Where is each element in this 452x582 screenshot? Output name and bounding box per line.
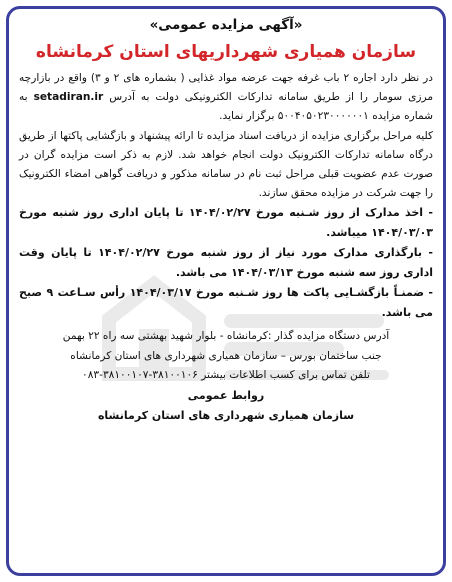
intro-text: در نظر دارد اجاره ۲ باب غرفه جهت عرضه مواد غذایی ( بشماره های ۲ و ۳) واقع در بازارچه مرزی سومار را از طریق سامانه تدارکات الکترونیکی دولت به آدرس [19, 72, 434, 104]
notice-content [19, 15, 433, 567]
address-line-1: آدرس دستگاه مزایده گذار :کرمانشاه - بلوار شهید بهشتی سه راه ۲۲ بهمن [62, 330, 390, 343]
notice-frame [6, 6, 446, 576]
item-envelope-opening: - ضمنـاً بازگشـایی پاکت ها روز شـنبه مورخ ۱۴۰۴/۰۳/۱۷ رأس سـاعت ۹ صبح می باشد. [19, 286, 433, 320]
address-line-2: جنب ساختمان بورس – سازمان همیاری شهرداری های استان کرمانشاه [70, 349, 382, 362]
item-document-collection: - اخذ مدارک از روز شـنبه مورخ ۱۴۰۴/۰۲/۲۷ تا پایان اداری روز شنبه مورخ ۱۴۰۴/۰۳/۰۳ میباشد. [19, 206, 433, 240]
item-document-upload: - بارگذاری مدارک مورد نیاز از روز شنبه مورخ ۱۴۰۴/۰۲/۲۷ تا پایان وقت اداری روز سه شنبه مورخ ۱۴۰۴/۰۳/۱۳ می باشد. [19, 246, 433, 280]
intro-tail-text: به شماره مزایده ۵۰۰۴۰۵۰۲۳۰۰۰۰۰۰۱ برگزار نماید. [19, 91, 433, 123]
organization-title: سازمان همیاری شهرداریهای استان کرمانشاه [35, 42, 417, 62]
ad-title: «آگهی مزایده عمومی» [149, 17, 303, 33]
website-link[interactable]: setadiran.ir [33, 91, 104, 104]
procedure-paragraph: کلیه مراحل برگزاری مزایده از دریافت اسناد مزایده تا ارائه پیشنهاد و بازگشایی پاکتها از طریق درگاه سامانه تدارکات الکترونیک دولت انجام خواهد شد. لازم به ذکر است مزایده گران در صورت عدم عضویت قبلی مراحل ثبت نام در سامانه مذکور و دریافت گواهی امضاء الکترونیک را جهت شرکت در مزایده محقق سازند. [19, 129, 433, 200]
intro-paragraph [19, 69, 433, 127]
signature-organization: سازمان همیاری شهرداری های استان کرمانشاه [97, 408, 355, 422]
signature-public-relations: روابط عمومی [187, 388, 265, 402]
phone-line: تلفن تماس برای کسب اطلاعات بیشتر ۳۸۱۰۰۱۰۶-۳۸۱۰۰۱۰۷-۰۸۳ [82, 369, 370, 382]
